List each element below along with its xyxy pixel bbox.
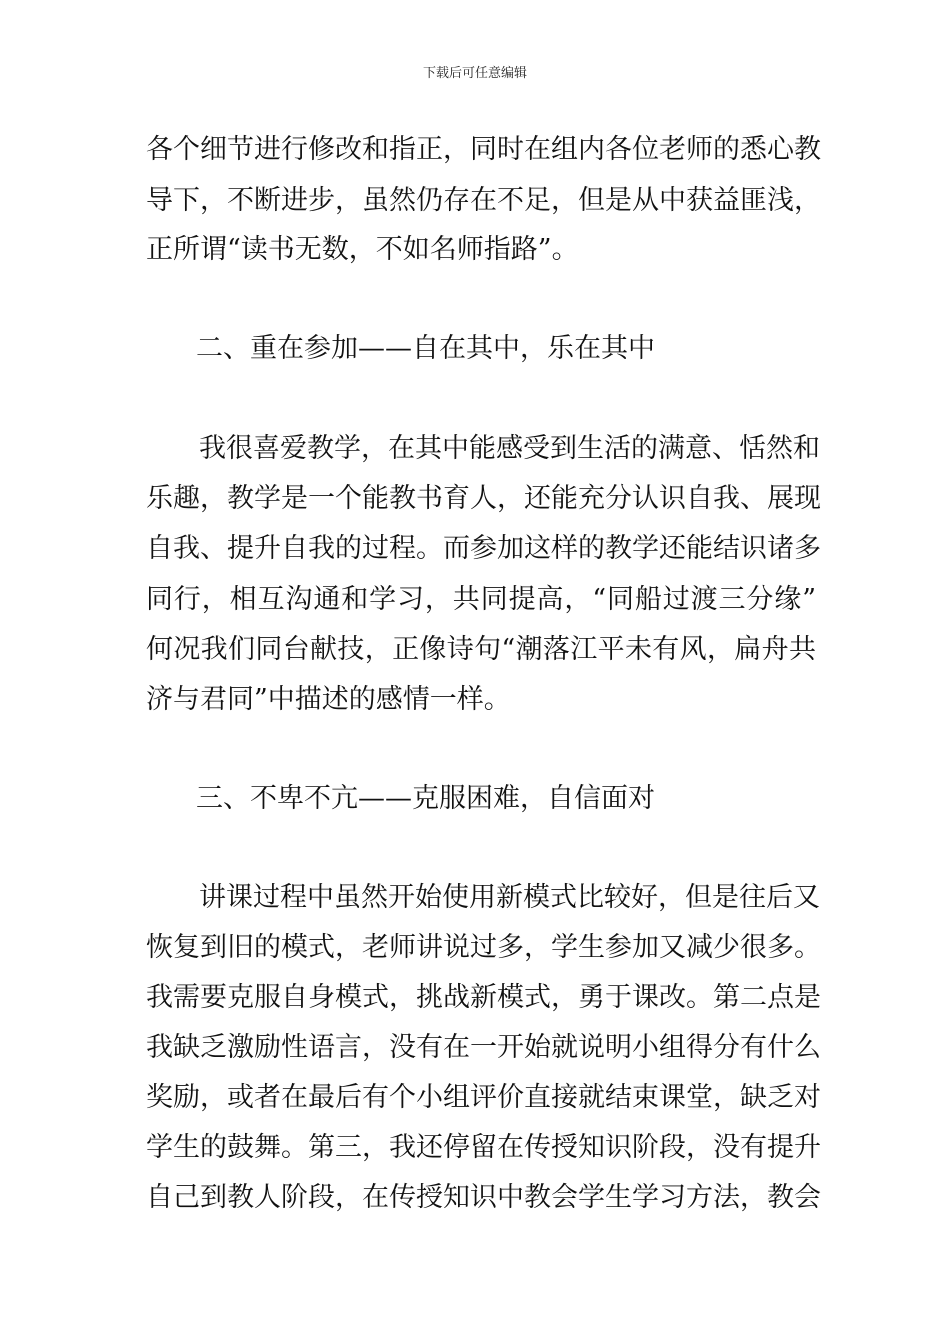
paragraph-line: 济与君同”中描述的感情一样。 [146,684,511,715]
paragraph-line: 我需要克服自身模式，挑战新模式，勇于课改。第二点是 [146,982,821,1013]
paragraph-line: 何况我们同台献技，正像诗句“潮落江平未有风，扁舟共 [146,634,816,665]
section-heading: 二、重在参加——自在其中，乐在其中 [196,333,655,364]
paragraph-line: 导下，不断进步，虽然仍存在不足，但是从中获益匪浅， [146,185,821,216]
paragraph-line: 乐趣，教学是一个能教书育人，还能充分认识自我、展现 [146,483,821,514]
paragraph-line: 正所谓“读书无数，不如名师指路”。 [146,234,579,265]
paragraph-line: 学生的鼓舞。第三，我还停留在传授知识阶段，没有提升 [146,1132,821,1163]
section-heading: 三、不卑不亢——克服困难，自信面对 [196,783,655,814]
paragraph-line: 奖励，或者在最后有个小组评价直接就结束课堂，缺乏对 [146,1082,821,1113]
paragraph-line: 自我、提升自我的过程。而参加这样的教学还能结识诸多 [146,533,821,564]
paragraph-line: 讲课过程中虽然开始使用新模式比较好，但是往后又 [199,882,820,913]
page-header: 下载后可任意编辑 [422,66,527,81]
paragraph-line: 同行，相互沟通和学习，共同提高，“同船过渡三分缘” [146,584,816,615]
paragraph-line: 各个细节进行修改和指正，同时在组内各位老师的悉心教 [146,134,821,165]
paragraph-line: 我很喜爱教学，在其中能感受到生活的满意、恬然和 [199,433,820,464]
paragraph-line: 我缺乏激励性语言，没有在一开始就说明小组得分有什么 [146,1032,821,1063]
paragraph-line: 自己到教人阶段，在传授知识中教会学生学习方法，教会 [146,1182,821,1213]
paragraph-line: 恢复到旧的模式，老师讲说过多，学生参加又减少很多。 [146,932,821,963]
